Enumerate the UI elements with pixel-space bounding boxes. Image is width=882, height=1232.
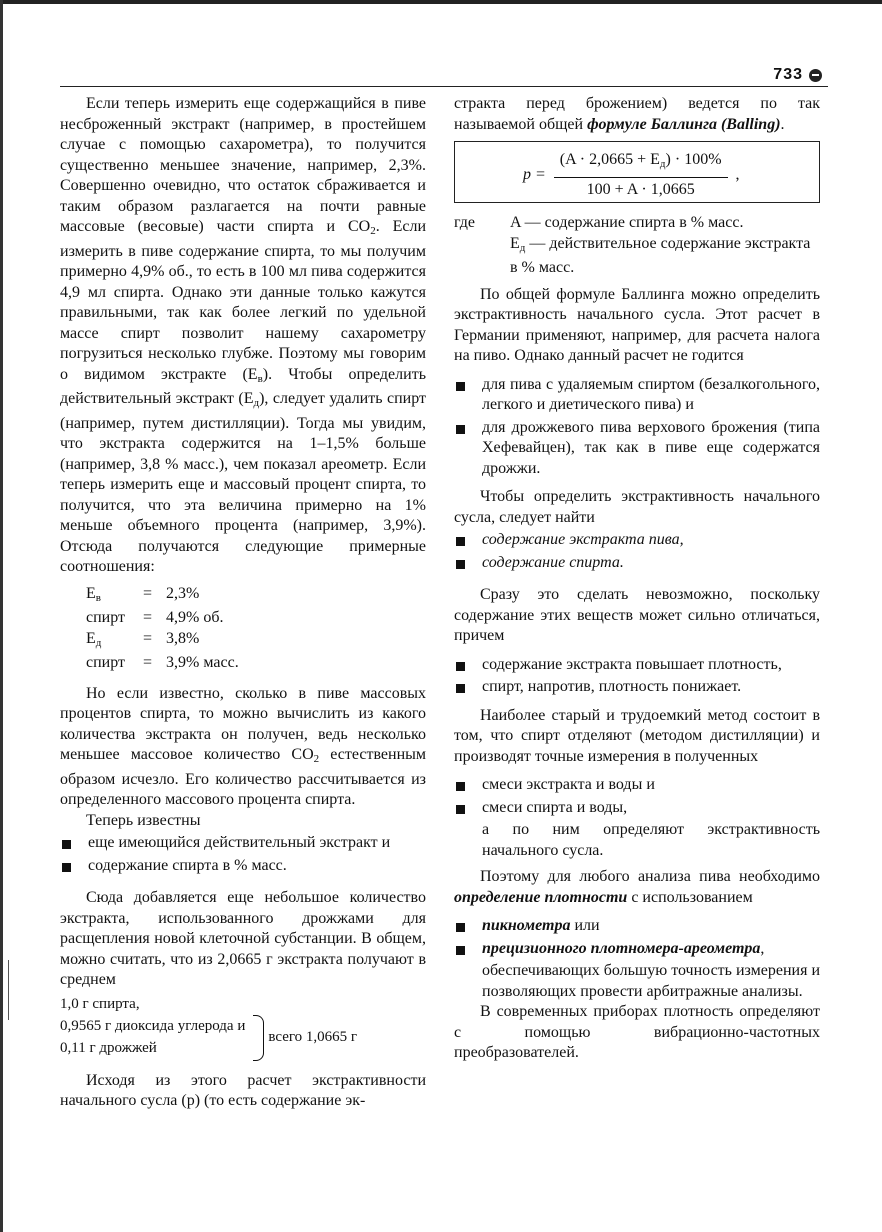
text: . Если измерить в пиве содержание спирта, то мы получим примерно 4,9% об., то есть в 100 мл пива содержится 4,9 мл спирта. Однако эти данные только кажутся правильными, так как более легкий по удельной массе спирт позволит нашему сахарометру погрузиться несколько глубже. Поэтому мы говорим о видимом экстракте (Е bbox=[60, 218, 427, 383]
ratio-name: Е bbox=[86, 584, 96, 602]
page-number-text: 733 bbox=[773, 66, 803, 83]
text: Поэтому для любого анализа пива необходимо bbox=[480, 868, 820, 885]
text: ) · 100% bbox=[665, 151, 722, 168]
brace-mark bbox=[253, 1015, 264, 1061]
formula-trail: , bbox=[735, 165, 740, 183]
formula-legend bbox=[454, 213, 820, 279]
list-item: смеси спирта и воды, bbox=[454, 798, 820, 819]
bullet-list bbox=[454, 655, 820, 698]
text: CO bbox=[291, 746, 314, 763]
ratio-value: 3,8% bbox=[166, 629, 200, 647]
list-item: содержание спирта. bbox=[454, 553, 820, 574]
emphasis: прецизионного плотномера-ареометра bbox=[482, 939, 761, 957]
paragraph: Чтобы определить экстрактивность начального сусла, следует найти bbox=[454, 488, 820, 526]
text: Но если известно, сколько в пиве массовых процентов спирта, то можно вычислить из какого количества экстракта он получен, ведь несколько меньшее массовое количество bbox=[60, 684, 426, 763]
subscript: д bbox=[253, 397, 260, 409]
text: ), следует удалить спирт (например, путем дистилляции). Тогда мы увидим, что экстракта содержится на 1–1,5% больше (например, 3,8 % масс.), чем показал ареометр. Если теперь измерить еще и массовый процент спирта, то получится, что эта величина примерно на 1% меньше объемного процента (например, 3,9%). Отсюда получаются следующие примерные соотношения: bbox=[60, 390, 426, 575]
text: или bbox=[570, 917, 600, 934]
formula-fraction bbox=[554, 150, 728, 200]
text: с использованием bbox=[627, 888, 753, 906]
text: Если теперь измерить еще содержащийся в пиве несброженный экстракт (например, в простейшем случае с помощью сахарометра), то получится существенно меньшее значение, например, 2,3%. Совершенно очевидно, что остаток сбраживается и таким образом разлагается на почти равные массовые (весовые) части спирта и bbox=[60, 95, 426, 235]
bullet-list bbox=[454, 775, 820, 818]
bullet-list bbox=[454, 530, 820, 573]
bullet-list bbox=[60, 833, 426, 876]
text: . bbox=[780, 115, 785, 133]
left-column bbox=[60, 94, 426, 1112]
ratio-eq: = bbox=[143, 609, 153, 626]
ratio-eq: = bbox=[143, 654, 153, 671]
text: стракта перед брожением) ведется по так называемой общей bbox=[454, 95, 820, 133]
products-total: всего 1,0665 г bbox=[268, 1028, 358, 1045]
ratio-eq: = bbox=[143, 584, 153, 602]
ratios-table bbox=[86, 584, 243, 674]
page-top-border bbox=[0, 0, 882, 4]
margin-mark bbox=[8, 960, 9, 1020]
paragraph: Сразу это сделать невозможно, поскольку содержание этих веществ может сильно отличаться, причем bbox=[454, 586, 820, 644]
ratio-name: Е bbox=[86, 629, 96, 647]
page-number bbox=[773, 66, 822, 84]
ratio-name: спирт bbox=[86, 654, 126, 671]
list-item: содержание экстракта повышает плотность, bbox=[454, 655, 820, 676]
paragraph: Наиболее старый и трудоемкий метод состоит в том, что спирт отделяют (методом дистилляции) и производят точные измерения в полученных bbox=[454, 706, 820, 765]
list-item bbox=[454, 916, 820, 937]
subscript: 2 bbox=[313, 753, 320, 765]
product-line: 0,11 г дрожжей bbox=[60, 1039, 157, 1056]
list-item bbox=[454, 939, 820, 960]
legend-line bbox=[510, 234, 820, 279]
page-left-border bbox=[0, 0, 3, 1232]
formula-denominator: 100 + A · 1,0665 bbox=[586, 180, 695, 198]
text: , bbox=[760, 939, 765, 957]
text: (A · 2,0665 + E bbox=[559, 151, 660, 168]
ratio-row bbox=[86, 629, 243, 654]
ratio-value: 4,9% об. bbox=[166, 609, 224, 626]
paragraph bbox=[454, 94, 820, 135]
ratio-row bbox=[86, 584, 243, 609]
product-line: 1,0 г спирта, bbox=[60, 995, 140, 1012]
emphasis: пикнометра bbox=[482, 917, 571, 934]
subscript: в bbox=[257, 372, 263, 385]
paragraph: В современных приборах плотность определяют с помощью вибрационно-частотных преобразователей. bbox=[454, 1003, 820, 1061]
ratio-name: спирт bbox=[86, 609, 126, 626]
list-item: смеси экстракта и воды и bbox=[454, 775, 820, 796]
ratio-eq: = bbox=[143, 629, 153, 647]
subscript: д bbox=[95, 636, 102, 649]
list-item: для пива с удаляемым спиртом (безалкогольного, легкого и диетического пива) и bbox=[454, 375, 820, 416]
ratio-row bbox=[86, 653, 243, 674]
formula-name: формуле Баллинга (Balling) bbox=[587, 115, 781, 133]
list-item: спирт, напротив, плотность понижает. bbox=[454, 677, 820, 698]
emphasis: определение плотности bbox=[454, 888, 628, 906]
subscript: в bbox=[95, 591, 101, 604]
list-item: для дрожжевого пива верхового брожения (типа Хефевайцен), так как в пиве еще содержатся дрожжи. bbox=[454, 418, 820, 480]
list-item: содержание экстракта пива, bbox=[454, 530, 820, 551]
formula-box bbox=[454, 141, 820, 203]
paragraph bbox=[60, 684, 426, 811]
header-rule bbox=[60, 86, 828, 87]
products-block bbox=[60, 993, 426, 1061]
paragraph: Исходя из этого расчет экстрактивности начального сусла (р) (то есть содержание эк- bbox=[60, 1071, 426, 1109]
paragraph: Теперь известны bbox=[86, 811, 201, 829]
subscript: д bbox=[519, 241, 526, 254]
product-line: 0,9565 г диоксида углерода и bbox=[60, 1017, 246, 1034]
text: ). Чтобы определить действительный экстракт (Е bbox=[60, 365, 426, 407]
list-continuation: обеспечивающих большую точность измерения и позволяющих провести арбитражные анализы. bbox=[482, 962, 820, 1000]
legend-where: где bbox=[454, 214, 476, 231]
formula-lhs: p = bbox=[523, 165, 546, 183]
text: CO bbox=[347, 218, 371, 235]
formula bbox=[523, 150, 740, 200]
paragraph: По общей формуле Баллинга можно определить экстрактивность начального сусла. Этот расчет в Германии применяют, например, для расчета налога на пиво. Однако данный расчет не годится bbox=[454, 285, 820, 364]
legend-line: A — содержание спирта в % масс. bbox=[510, 214, 744, 231]
text: — действительное содержание экстракта в % масс. bbox=[510, 234, 811, 276]
ratio-value: 3,9% масс. bbox=[166, 654, 239, 671]
list-item: содержание спирта в % масс. bbox=[60, 856, 426, 877]
list-item: еще имеющийся действительный экстракт и bbox=[60, 833, 426, 854]
subscript: д bbox=[659, 158, 666, 170]
text: естественным образом исчезло. Его количество рассчитывается из определенного массового процента спирта. bbox=[60, 746, 427, 808]
text: E bbox=[510, 234, 520, 252]
paragraph bbox=[454, 867, 820, 908]
bullet-list bbox=[454, 375, 820, 480]
minus-circle-icon bbox=[809, 69, 822, 82]
formula-numerator bbox=[554, 150, 728, 178]
subscript: 2 bbox=[370, 225, 376, 237]
ratio-value: 2,3% bbox=[166, 584, 200, 602]
paragraph: Сюда добавляется еще небольшое количество экстракта, использованного дрожжами для расщепления новой клеточной субстанции. В общем, можно считать, что из 2,0665 г экстракта получают в среднем bbox=[60, 889, 426, 988]
list-continuation: а по ним определяют экстрактивность начального сусла. bbox=[482, 821, 820, 859]
bullet-list bbox=[454, 916, 820, 959]
products-lines bbox=[60, 993, 245, 1061]
legend-defs bbox=[510, 213, 820, 279]
ratio-row bbox=[86, 608, 243, 629]
paragraph bbox=[60, 94, 426, 578]
right-column bbox=[454, 94, 820, 1064]
